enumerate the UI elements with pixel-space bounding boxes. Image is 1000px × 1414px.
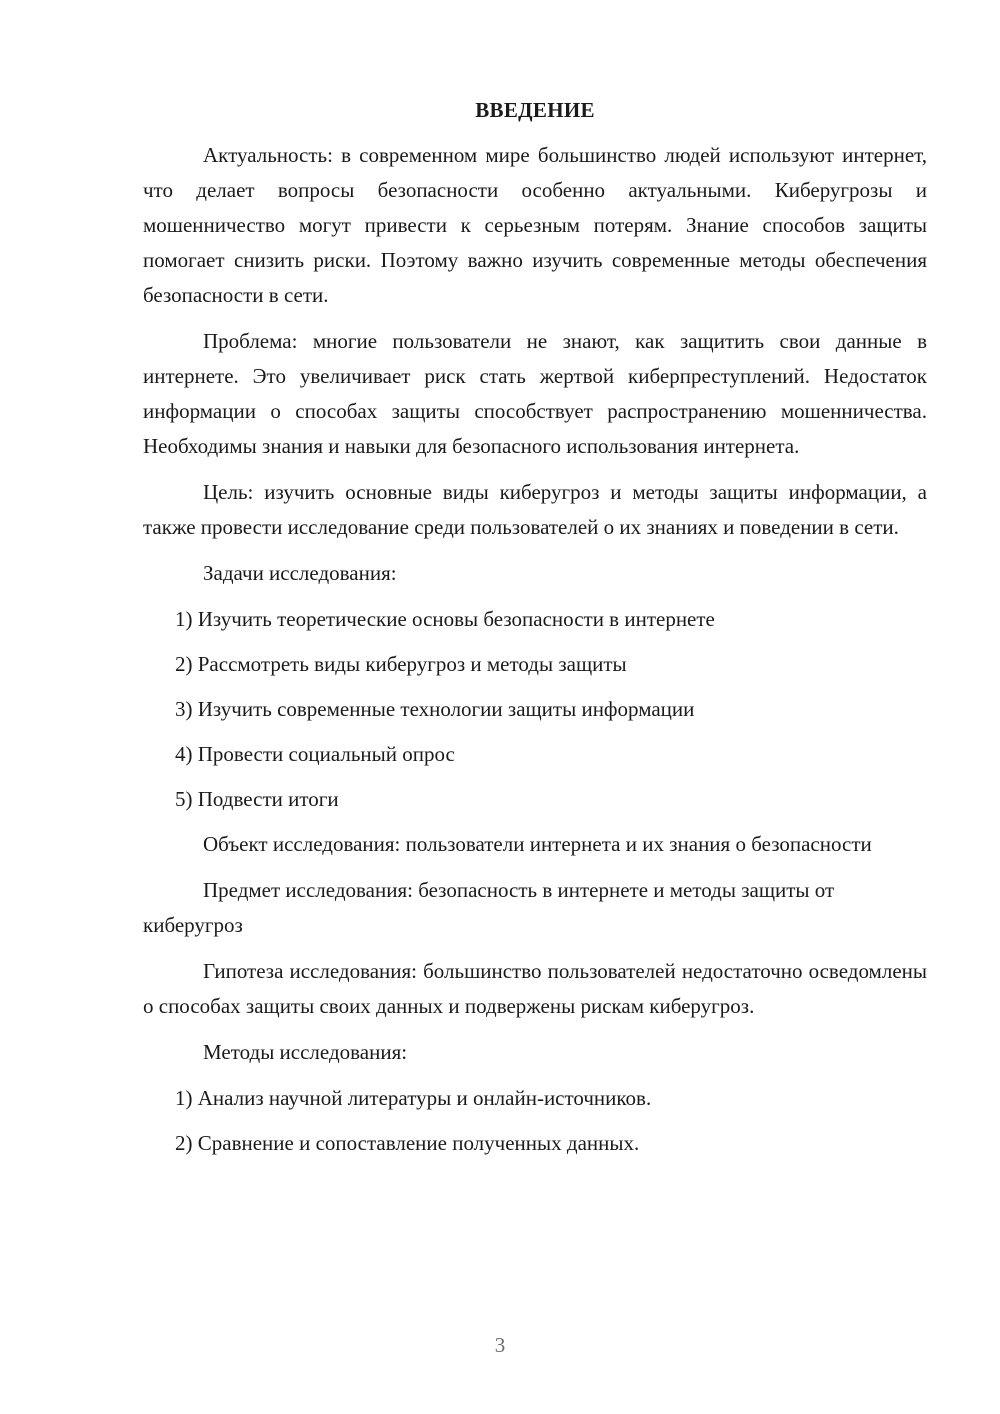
- list-item: 3) Изучить современные технологии защиты информации: [175, 697, 695, 721]
- list-item: 5) Подвести итоги: [175, 787, 339, 811]
- paragraph-hypothesis: Гипотеза исследования: большинство пользователей недостаточно осведомлены о способах защиты своих данных и подвержены рискам киберугроз.: [143, 959, 927, 1018]
- page-title: ВВЕДЕНИЕ: [475, 98, 595, 122]
- paragraph-relevance: Актуальность: в современном мире большинство людей используют интернет, что делает вопросы безопасности особенно актуальными. Киберугрозы и мошенничество могут привести к серьезным потерям. Знание способов защиты помогает снизить риски. Поэтому важно изучить современные методы обеспечения безопасности в сети.: [143, 143, 927, 307]
- list-item: 1) Анализ научной литературы и онлайн-источников.: [175, 1086, 652, 1110]
- paragraph-goal: Цель: изучить основные виды киберугроз и методы защиты информации, а также провести исследование среди пользователей о их знаниях и поведении в сети.: [143, 480, 927, 539]
- list-item: 1) Изучить теоретические основы безопасности в интернете: [175, 607, 715, 631]
- list-item: 2) Рассмотреть виды киберугроз и методы защиты: [175, 652, 627, 676]
- methods-title: Методы исследования:: [203, 1040, 408, 1064]
- paragraph-problem: Проблема: многие пользователи не знают, как защитить свои данные в интернете. Это увеличивает риск стать жертвой киберпреступлений. Недостаток информации о способах защиты способствует распространению мошенничества. Необходимы знания и навыки для безопасного использования интернета.: [143, 329, 927, 458]
- paragraph-object: Объект исследования: пользователи интернета и их знания о безопасности: [203, 832, 872, 856]
- list-item: 4) Провести социальный опрос: [175, 742, 455, 766]
- paragraph-subject: Предмет исследования: безопасность в интернете и методы защиты от киберугроз: [143, 878, 835, 937]
- document-page: [143, 95, 927, 1171]
- tasks-title: Задачи исследования:: [203, 561, 397, 585]
- tasks-list: [143, 602, 927, 817]
- list-item: 2) Сравнение и сопоставление полученных данных.: [175, 1131, 640, 1155]
- page-number: 3: [494, 1333, 506, 1357]
- methods-list: [143, 1081, 927, 1161]
